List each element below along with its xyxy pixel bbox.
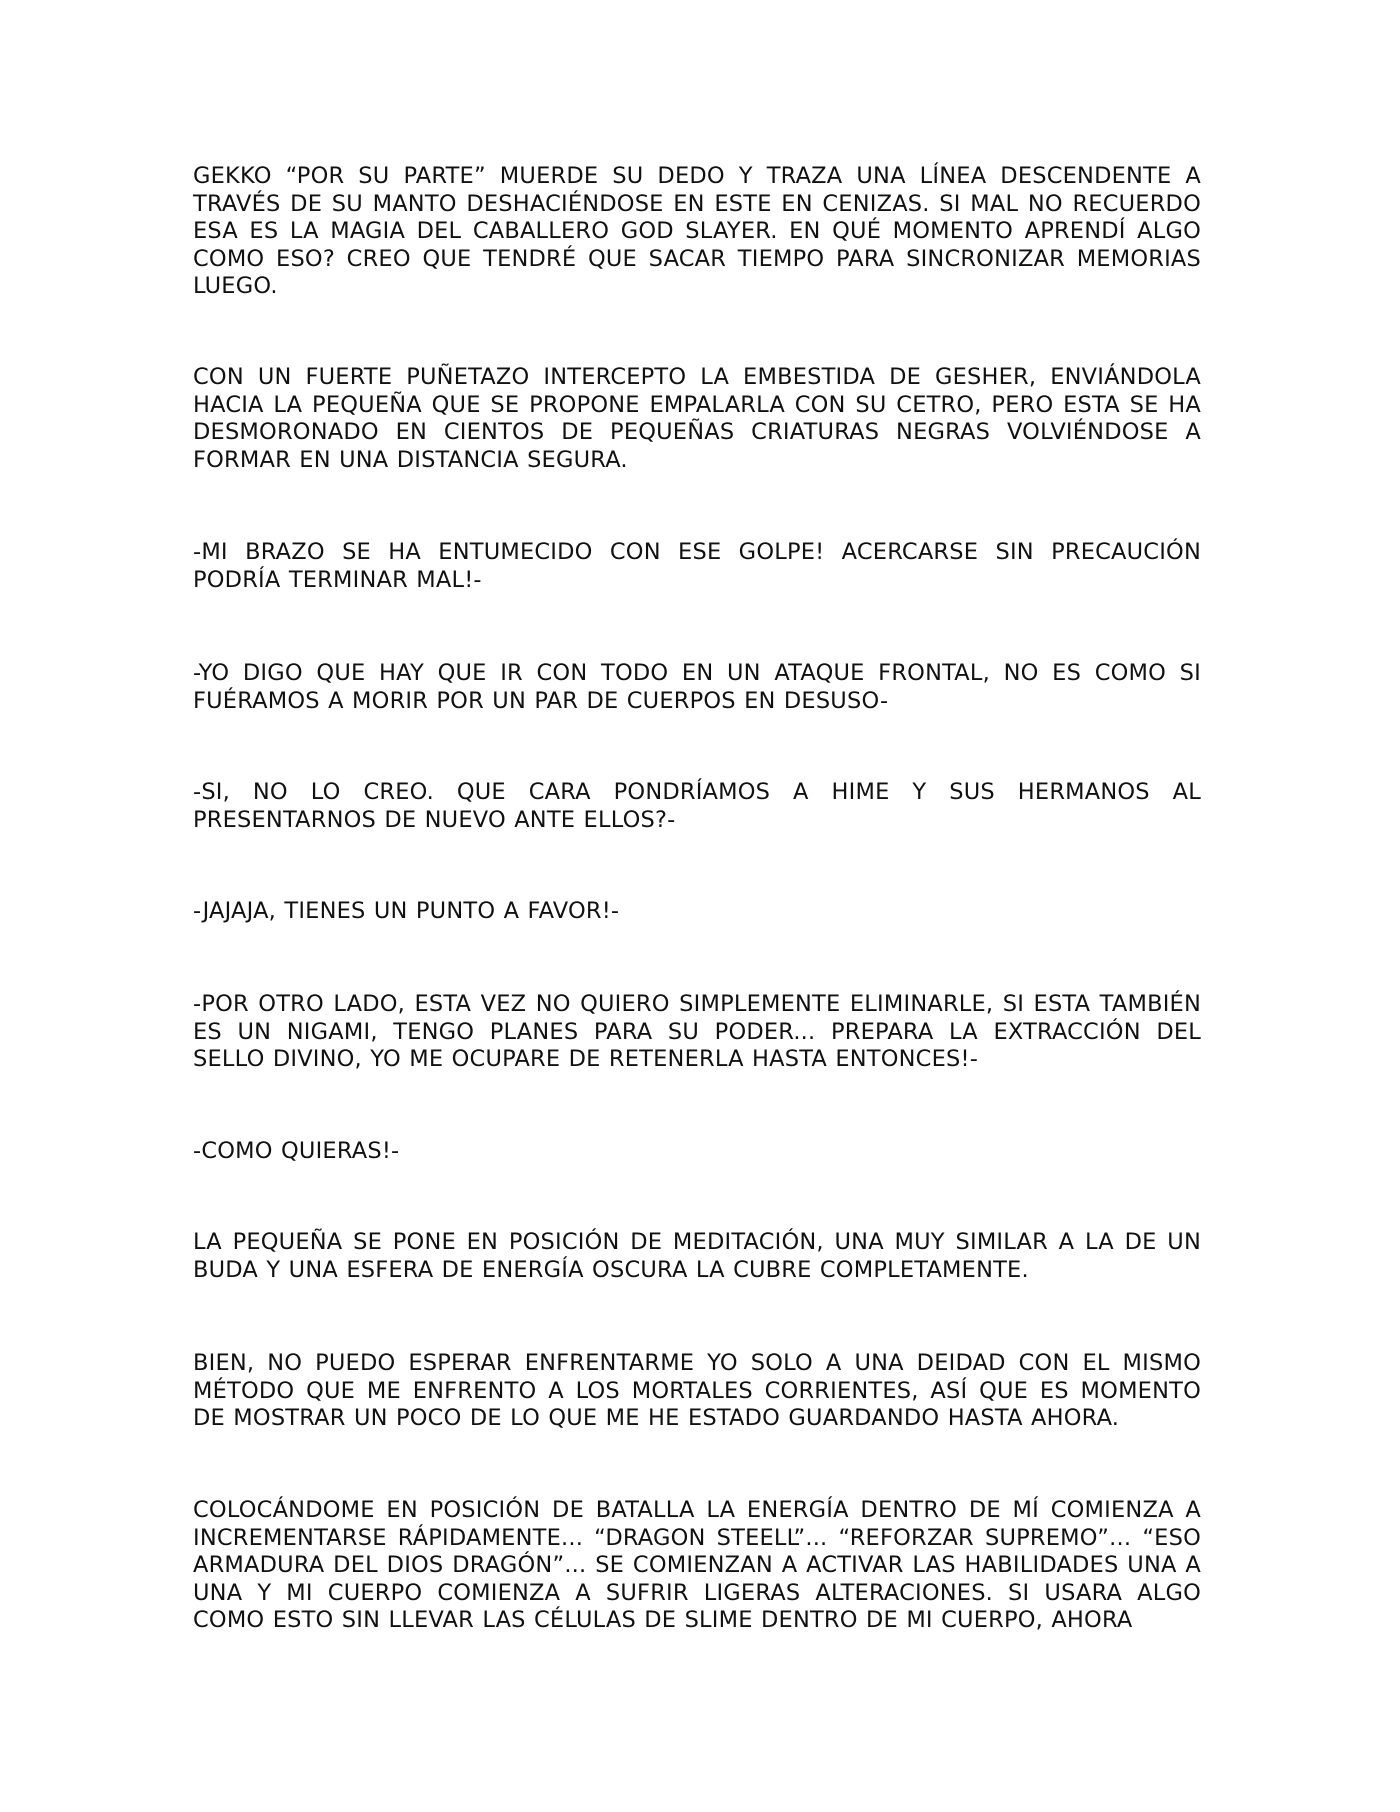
paragraph-dialogue-arm: -MI BRAZO SE HA ENTUMECIDO CON ESE GOLPE! ACERCARSE SIN PRECAUCIÓN PODRÍA TERMINAR MAL!- bbox=[193, 539, 1201, 593]
paragraph-dialogue-plans: -POR OTRO LADO, ESTA VEZ NO QUIERO SIMPLEMENTE ELIMINARLE, SI ESTA TAMBIÉN ES UN NIGAMI, TENGO PLANES PARA SU PODER... PREPARA LA EXTRACCIÓN DEL SELLO DIVINO, YO ME OCUPARE DE RETENERLA HASTA ENTONCES!- bbox=[193, 991, 1201, 1072]
paragraph-deity: BIEN, NO PUEDO ESPERAR ENFRENTARME YO SOLO A UNA DEIDAD CON EL MISMO MÉTODO QUE ME ENFRENTO A LOS MORTALES CORRIENTES, ASÍ QUE ES MOMENTO DE MOSTRAR UN POCO DE LO QUE ME HE ESTADO GUARDANDO HASTA AHORA. bbox=[193, 1350, 1201, 1431]
paragraph-punch-gesher: CON UN FUERTE PUÑETAZO INTERCEPTO LA EMBESTIDA DE GESHER, ENVIÁNDOLA HACIA LA PEQUEÑA QUE SE PROPONE EMPALARLA CON SU CETRO, PERO ESTA SE HA DESMORONADO EN CIENTOS DE PEQUEÑAS CRIATURAS NEGRAS VOLVIÉNDOSE A FORMAR EN UNA DISTANCIA SEGURA. bbox=[193, 364, 1201, 473]
paragraph-dialogue-como-quieras: -COMO QUIERAS!- bbox=[193, 1138, 400, 1164]
paragraph-meditation: LA PEQUEÑA SE PONE EN POSICIÓN DE MEDITACIÓN, UNA MUY SIMILAR A LA DE UN BUDA Y UNA ESFERA DE ENERGÍA OSCURA LA CUBRE COMPLETAMENTE. bbox=[193, 1229, 1201, 1283]
paragraph-dialogue-hime: -SI, NO LO CREO. QUE CARA PONDRÍAMOS A HIME Y SUS HERMANOS AL PRESENTARNOS DE NUEVO ANTE ELLOS?- bbox=[193, 779, 1201, 833]
paragraph-dialogue-frontal-attack: -YO DIGO QUE HAY QUE IR CON TODO EN UN ATAQUE FRONTAL, NO ES COMO SI FUÉRAMOS A MORIR POR UN PAR DE CUERPOS EN DESUSO- bbox=[193, 660, 1201, 714]
paragraph-gekko-ashes: GEKKO “POR SU PARTE” MUERDE SU DEDO Y TRAZA UNA LÍNEA DESCENDENTE A TRAVÉS DE SU MANTO DESHACIÉNDOSE EN ESTE EN CENIZAS. SI MAL NO RECUERDO ESA ES LA MAGIA DEL CABALLERO GOD SLAYER. EN QUÉ MOMENTO APRENDÍ ALGO COMO ESO? CREO QUE TENDRÉ QUE SACAR TIEMPO PARA SINCRONIZAR MEMORIAS LUEGO. bbox=[193, 163, 1201, 299]
paragraph-dialogue-laugh: -JAJAJA, TIENES UN PUNTO A FAVOR!- bbox=[193, 898, 620, 924]
paragraph-battle-position: COLOCÁNDOME EN POSICIÓN DE BATALLA LA ENERGÍA DENTRO DE MÍ COMIENZA A INCREMENTARSE RÁPIDAMENTE... “DRAGON STEELL”... “REFORZAR SUPREMO”... “ESO ARMADURA DEL DIOS DRAGÓN”... SE COMIENZAN A ACTIVAR LAS HABILIDADES UNA A UNA Y MI CUERPO COMIENZA A SUFRIR LIGERAS ALTERACIONES. SI USARA ALGO COMO ESTO SIN LLEVAR LAS CÉLULAS DE SLIME DENTRO DE MI CUERPO, AHORA bbox=[193, 1497, 1201, 1633]
